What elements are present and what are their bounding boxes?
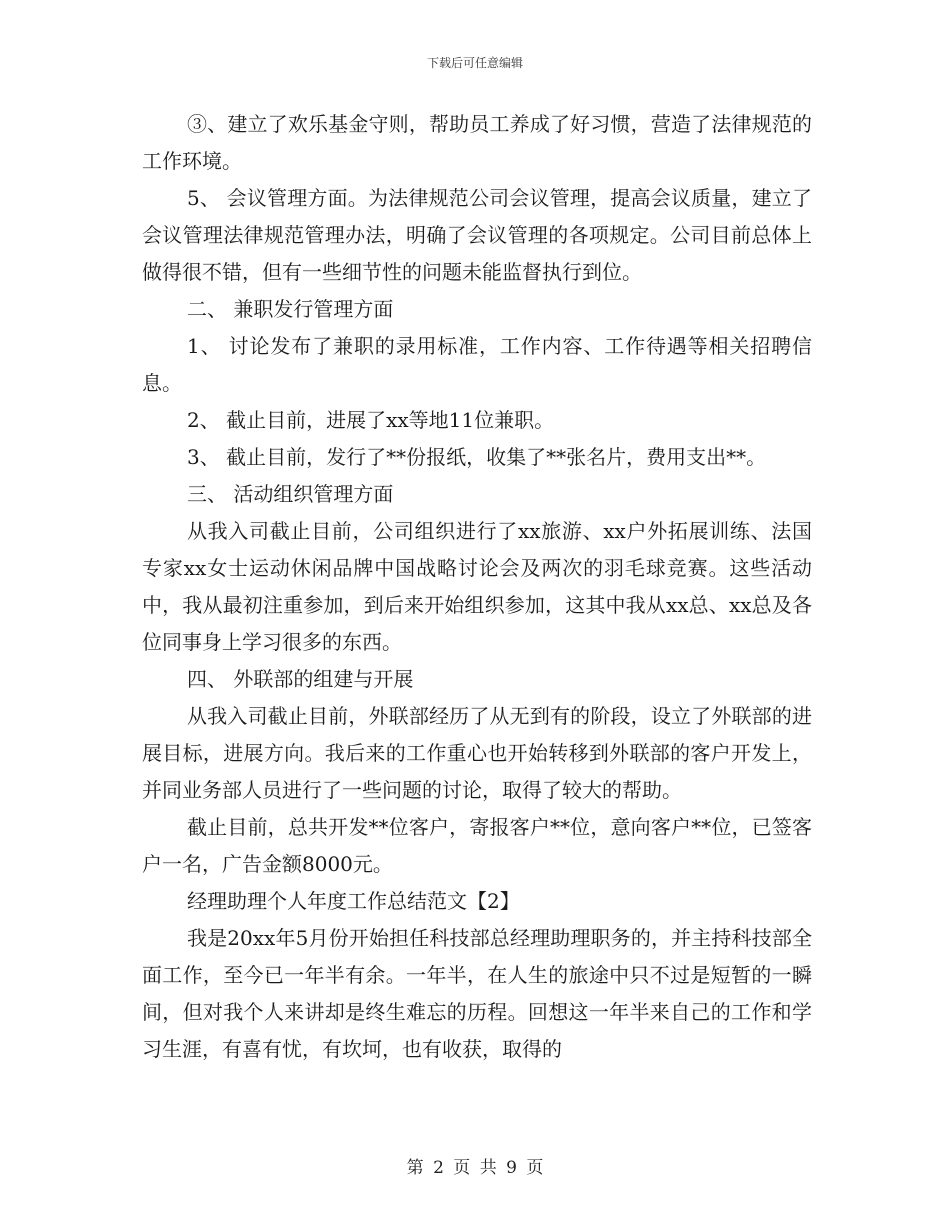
paragraph-client-stats: 截止目前，总共开发**位客户，寄报客户**位，意向客户**位，已签客户一名，广告金额8000元。 <box>142 815 812 876</box>
page-number: 第 2 页 共 9 页 <box>406 1158 544 1178</box>
article-title-2: 经理助理个人年度工作总结范文【2】 <box>187 889 520 913</box>
section-heading-part-time: 二、 兼职发行管理方面 <box>187 297 394 321</box>
paragraph-liaison-dept: 从我入司截止目前，外联部经历了从无到有的阶段，设立了外联部的进展目标，进展方向。我后来的工作重心也开始转移到外联部的客户开发上，并同业务部人员进行了一些问题的讨论，取得了较大的帮助。 <box>142 704 812 802</box>
paragraph-fund-rules: ③、建立了欢乐基金守则，帮助员工养成了好习惯，营造了法律规范的工作环境。 <box>142 112 812 173</box>
header-note: 下载后可任意编辑 <box>426 56 523 70</box>
paragraph-recruitment-standards: 1、 讨论发布了兼职的录用标准，工作内容、工作待遇等相关招聘信息。 <box>142 334 812 395</box>
paragraph-newspaper-distribution: 3、 截止目前，发行了**份报纸，收集了**张名片，费用支出**。 <box>187 445 767 469</box>
paragraph-activities: 从我入司截止目前，公司组织进行了xx旅游、xx户外拓展训练、法国专家xx女士运动休闲品牌中国战略讨论会及两次的羽毛球竞赛。这些活动中，我从最初注重参加，到后来开始组织参加，这其中我从xx总、xx总及各位同事身上学习很多的东西。 <box>142 519 812 654</box>
document-body <box>142 106 812 1068</box>
section-heading-activities: 三、 活动组织管理方面 <box>187 482 394 506</box>
paragraph-intro-2: 我是20xx年5月份开始担任科技部总经理助理职务的，并主持科技部全面工作，至今已一年半有余。一年半，在人生的旅途中只不过是短暂的一瞬间，但对我个人来讲却是终生难忘的历程。回想这一年半来自己的工作和学习生涯，有喜有忧，有坎坷，也有收获，取得的 <box>142 926 812 1061</box>
paragraph-meeting-management: 5、 会议管理方面。为法律规范公司会议管理，提高会议质量，建立了会议管理法律规范管理办法，明确了会议管理的各项规定。公司目前总体上做得很不错，但有一些细节性的问题未能监督执行到位。 <box>142 186 812 284</box>
paragraph-part-time-progress: 2、 截止目前，进展了xx等地11位兼职。 <box>187 408 555 432</box>
section-heading-liaison-dept: 四、 外联部的组建与开展 <box>187 667 414 691</box>
